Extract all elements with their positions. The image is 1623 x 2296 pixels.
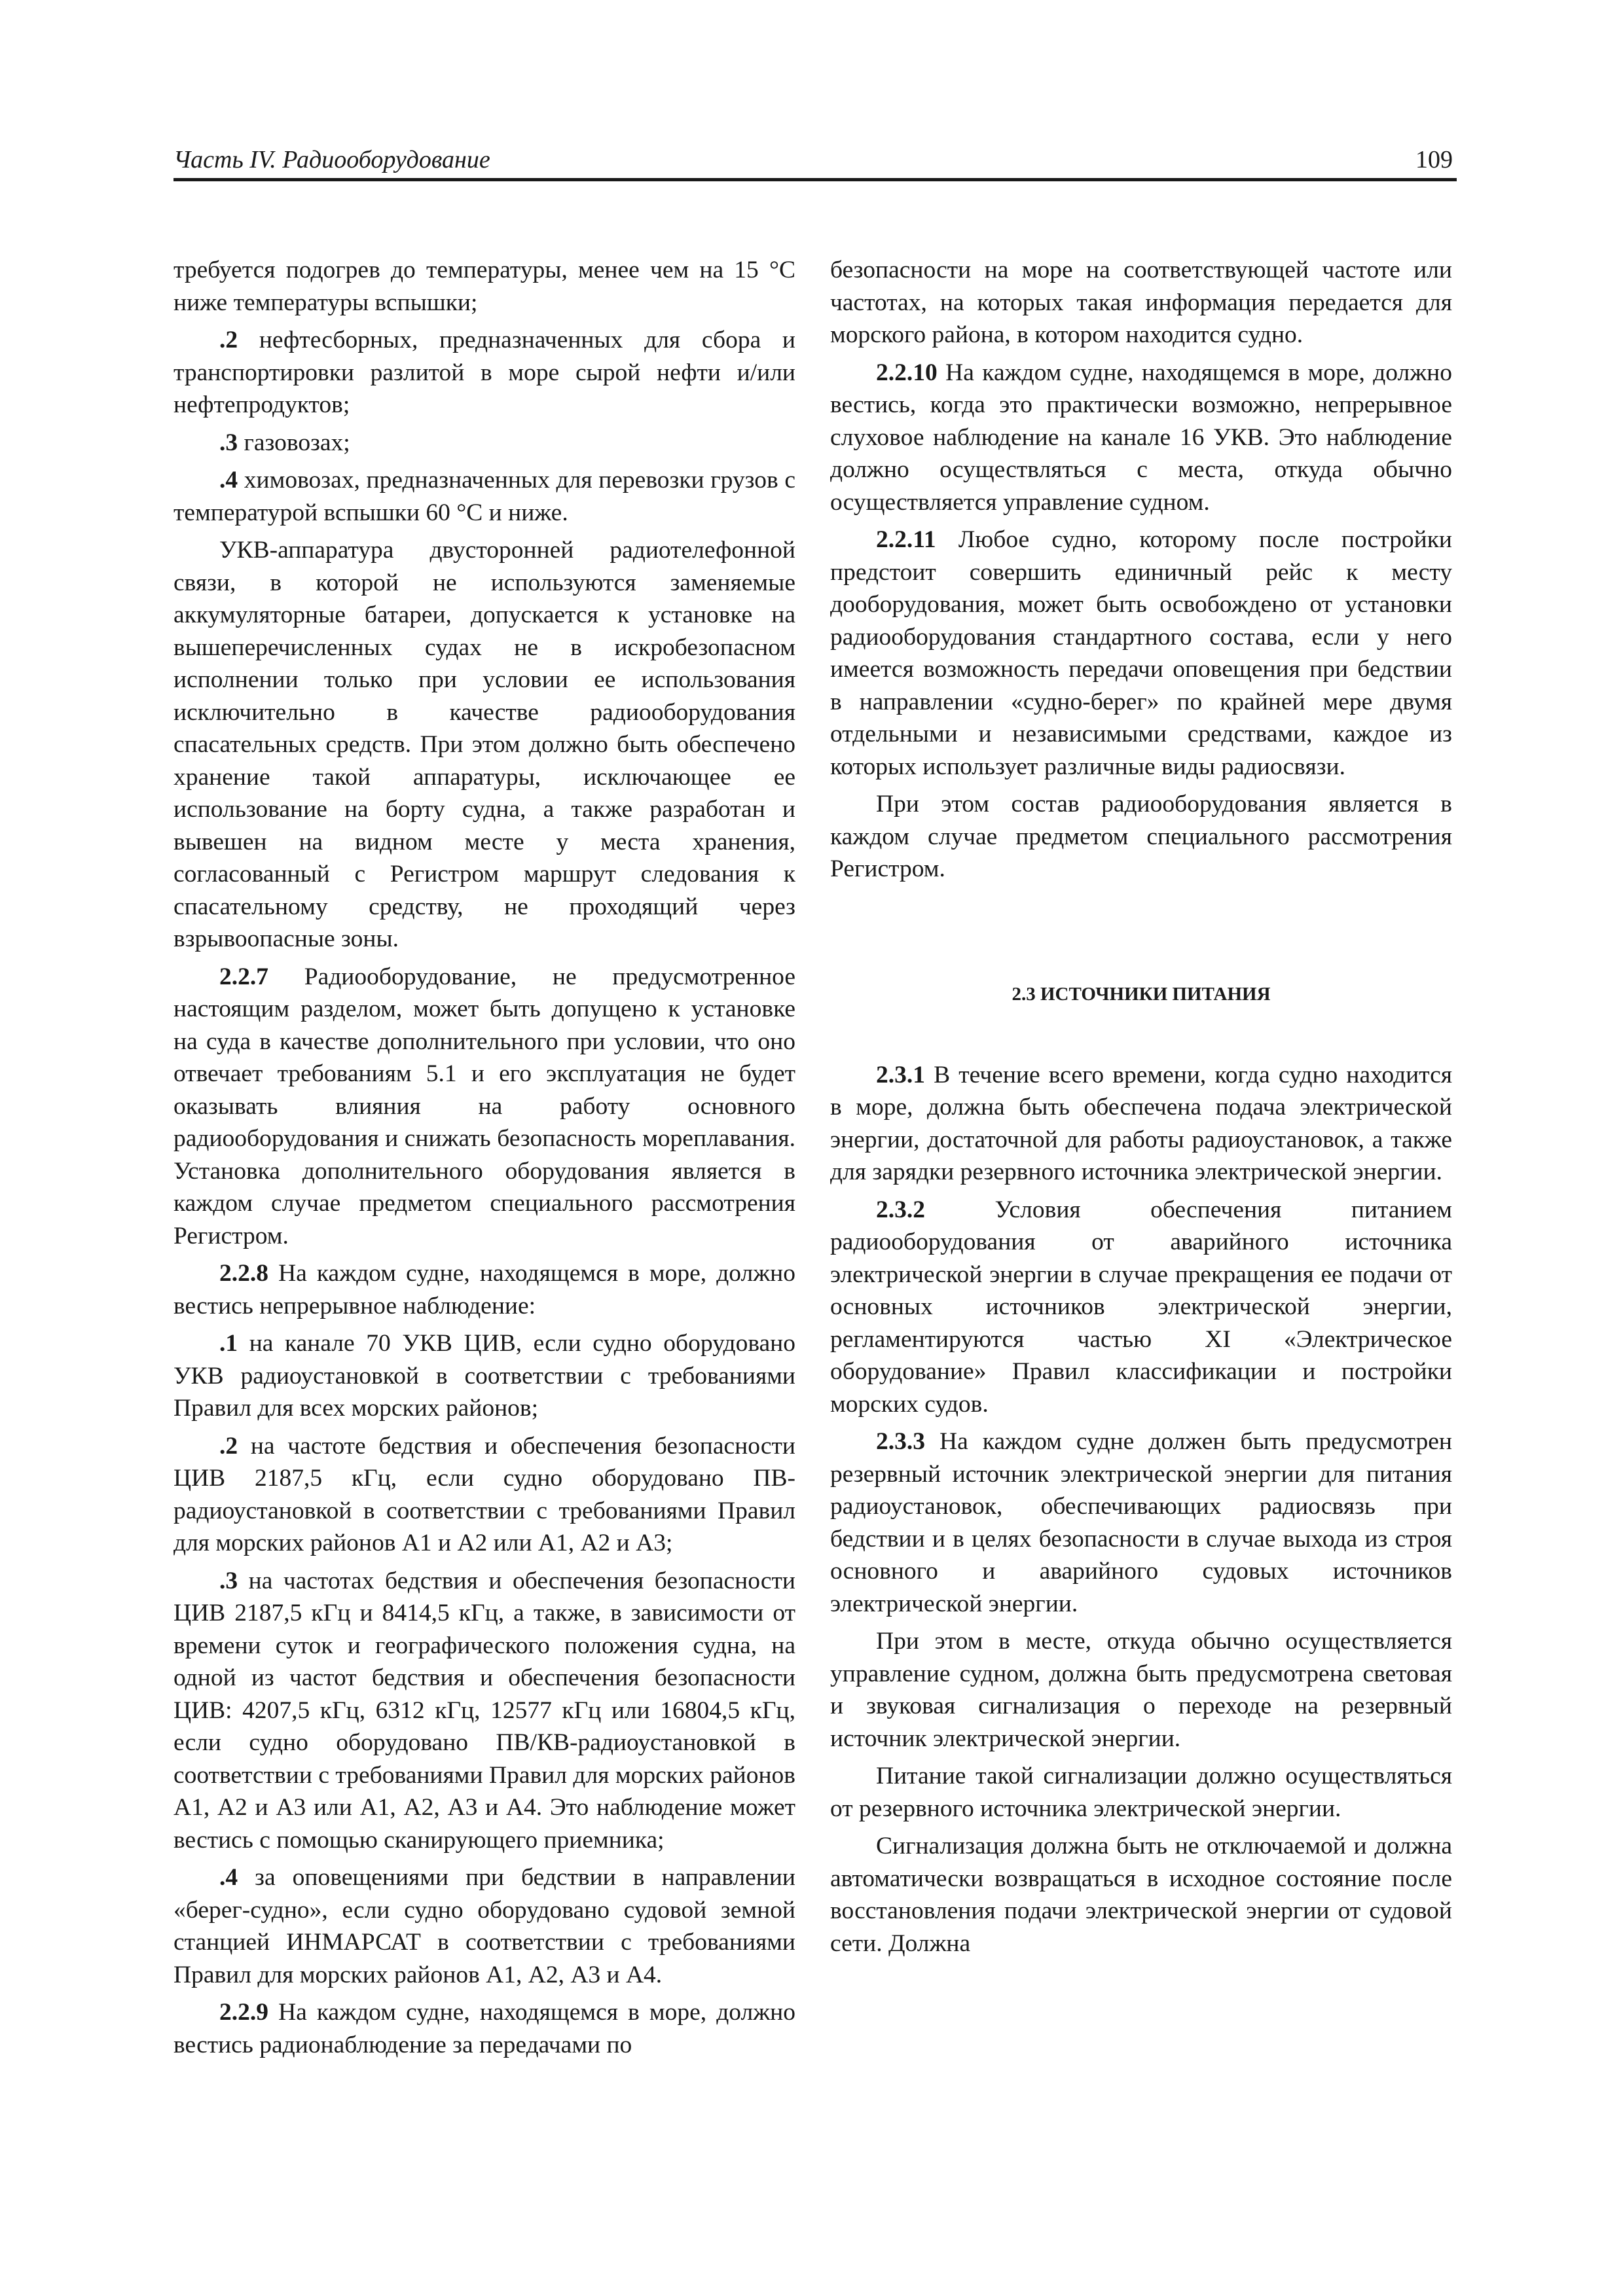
paragraph bbox=[830, 1426, 1452, 1620]
clause-number: 2.3.3 bbox=[876, 1428, 925, 1455]
paragraph-text: нефтесборных, предназначенных для сбора и транспортировки разлитой в море сырой нефти и/или нефтепродуктов; bbox=[173, 327, 795, 418]
item-number: .1 bbox=[219, 1330, 238, 1357]
paragraph-text: на частотах бедствия и обеспечения безопасности ЦИВ 2187,5 кГц и 8414,5 кГц, а также, в зависимости от времени суток и географического положения судна, на одной из частот бедствия и обеспечения безопасности ЦИВ: 4207,5 кГц, 6312 кГц, 12577 кГц или 16804,5 кГц, если судно оборудовано ПВ/КВ-радиоустановкой в соответствии с требованиями Правил для морских районов А1, А2 и А3 или А1, А2, А3 и А4. Это наблюдение может вестись с помощью сканирующего приемника; bbox=[173, 1567, 795, 1854]
paragraph bbox=[173, 1565, 795, 1857]
right-column bbox=[830, 254, 1452, 1965]
paragraph bbox=[173, 427, 795, 459]
paragraph bbox=[830, 524, 1452, 783]
paragraph bbox=[173, 1257, 795, 1322]
paragraph bbox=[173, 1430, 795, 1560]
item-number: .2 bbox=[219, 327, 238, 353]
paragraph-text: на частоте бедствия и обеспечения безопасности ЦИВ 2187,5 кГц, если судно оборудовано ПВ-радиоустановкой в соответствии с требованиями Правил для морских районов А1 и А2 или А1, А2 и А3; bbox=[173, 1432, 795, 1556]
left-column bbox=[173, 254, 795, 2066]
section-spacer bbox=[830, 1005, 1452, 1059]
item-number: .3 bbox=[219, 429, 238, 456]
paragraph-text: на канале 70 УКВ ЦИВ, если судно оборудовано УКВ радиоустановкой в соответствии с требованиями Правил для всех морских районов; bbox=[173, 1330, 795, 1422]
clause-number: 2.2.7 bbox=[219, 963, 268, 990]
paragraph-text: На каждом судне должен быть предусмотрен резервный источник электрической энергии для питания радиоустановок, обеспечивающих радиосвязь при бедствии и в целях безопасности в случае выхода из строя основного и аварийного судовых источников электрической энергии. bbox=[830, 1428, 1452, 1617]
section-spacer bbox=[830, 891, 1452, 984]
paragraph: Питание такой сигнализации должно осуществляться от резервного источника электрической энергии. bbox=[830, 1763, 1452, 1822]
item-number: .4 bbox=[219, 1864, 238, 1891]
item-number: .4 bbox=[219, 467, 238, 493]
paragraph-text: Радиооборудование, не предусмотренное настоящим разделом, может быть допущено к установке на суда в качестве дополнительного при условии, что оно отвечает требованиям 5.1 и его эксплуатация не будет оказывать влияния на работу основного радиооборудования и снижать безопасность мореплавания. Установка дополнительного оборудования является в каждом случае предметом специального рассмотрения Регистром. bbox=[173, 963, 795, 1249]
clause-number: 2.2.11 bbox=[876, 526, 936, 553]
paragraph-text: газовозах; bbox=[238, 429, 350, 456]
paragraph bbox=[173, 1327, 795, 1425]
paragraph bbox=[173, 961, 795, 1253]
section-heading: 2.3 ИСТОЧНИКИ ПИТАНИЯ bbox=[1012, 983, 1271, 1005]
clause-number: 2.3.1 bbox=[876, 1061, 925, 1088]
paragraph-text: за оповещениями при бедствии в направлении «берег-судно», если судно оборудовано судовой земной станцией ИНМАРСАТ в соответствии с требованиями Правил для морских районов А1, А2, А3 и А4. bbox=[173, 1864, 795, 1988]
clause-number: 2.2.10 bbox=[876, 359, 938, 386]
page-number: 109 bbox=[1415, 146, 1453, 173]
paragraph: При этом состав радиооборудования является в каждом случае предметом специального рассмотрения Регистром. bbox=[830, 791, 1452, 882]
paragraph: УКВ-аппаратура двусторонней радиотелефонной связи, в которой не используются заменяемые аккумуляторные батареи, допускается к установке на вышеперечисленных судах не в искробезопасном исполнении только при условии ее использования исключительно в качестве радиооборудования спасательных средств. При этом должно быть обеспечено хранение такой аппаратуры, исключающее ее использование на борту судна, а также разработан и вывешен на видном месте у места хранения, согласованный с Регистром маршрут следования к спасательному средству, не проходящий через взрывоопасные зоны. bbox=[173, 537, 795, 952]
clause-number: 2.3.2 bbox=[876, 1196, 925, 1223]
paragraph: требуется подогрев до температуры, менее чем на 15 °С ниже температуры вспышки; bbox=[173, 257, 795, 316]
paragraph-text: На каждом судне, находящемся в море, должно вестись радионаблюдение за передачами по bbox=[173, 1999, 795, 2058]
item-number: .2 bbox=[219, 1432, 238, 1460]
item-number: .3 bbox=[219, 1567, 238, 1594]
clause-number: 2.2.9 bbox=[219, 1999, 268, 2026]
paragraph bbox=[830, 1059, 1452, 1189]
paragraph bbox=[830, 1194, 1452, 1421]
paragraph bbox=[173, 324, 795, 422]
paragraph-text: Любое судно, которому после постройки предстоит совершить единичный рейс к месту дооборудования, может быть освобождено от установки радиооборудования стандартного состава, если у него имеется возможность передачи оповещения при бедствии в направлении «судно-берег» по крайней мере двумя отдельными и независимыми средствами, каждое из которых использует различные виды радиосвязи. bbox=[830, 526, 1452, 780]
paragraph-text: Условия обеспечения питанием радиооборудования от аварийного источника электрической энергии в случае прекращения ее подачи от основных источников электрической энергии, регламентируются частью XI «Электрическое оборудование» Правил классификации и постройки морских судов. bbox=[830, 1196, 1452, 1418]
paragraph bbox=[830, 357, 1452, 519]
paragraph bbox=[173, 464, 795, 529]
header-title: Часть IV. Радиооборудование bbox=[173, 146, 490, 173]
paragraph-text: На каждом судне, находящемся в море, должно вестись, когда это практически возможно, непрерывное слуховое наблюдение на канале 16 УКВ. Это наблюдение должно осуществляться с места, откуда обычно осуществляется управление судном. bbox=[830, 359, 1452, 516]
paragraph bbox=[173, 1861, 795, 1991]
paragraph: При этом в месте, откуда обычно осуществляется управление судном, должна быть предусмотрена световая и звуковая сигнализация о переходе на резервный источник электрической энергии. bbox=[830, 1628, 1452, 1752]
clause-number: 2.2.8 bbox=[219, 1260, 268, 1287]
paragraph-text: В течение всего времени, когда судно находится в море, должна быть обеспечена подача электрической энергии, достаточной для работы радиоустановок, а также для зарядки резервного источника электрической энергии. bbox=[830, 1061, 1452, 1185]
running-header bbox=[173, 144, 1457, 181]
paragraph-text: На каждом судне, находящемся в море, должно вестись непрерывное наблюдение: bbox=[173, 1260, 795, 1319]
paragraph: безопасности на море на соответствующей частоте или частотах, на которых такая информация передается для морского района, в котором находится судно. bbox=[830, 257, 1452, 348]
paragraph: Сигнализация должна быть не отключаемой и должна автоматически возвращаться в исходное состояние после восстановления подачи электрической энергии от судовой сети. Должна bbox=[830, 1833, 1452, 1957]
paragraph-text: химовозах, предназначенных для перевозки грузов с температурой вспышки 60 °С и ниже. bbox=[173, 467, 795, 526]
paragraph bbox=[173, 1996, 795, 2061]
